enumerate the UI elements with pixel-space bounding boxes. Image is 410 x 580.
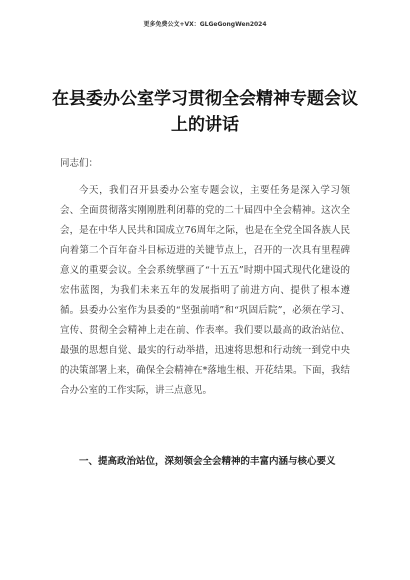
document-title xyxy=(40,86,370,138)
header-watermark: 更多免费公文+VX：GLGeGongWen2024 xyxy=(143,21,267,28)
title-line-2: 上的讲话 xyxy=(171,115,239,135)
body-paragraph: 今天，我们召开县委办公室专题会议，主要任务是深入学习领会、全面贯彻落实刚刚胜利闭幕的党的二十届四中全会精神。这次全会，是在中华人民共和国成立76周年之际，也是在全党全国各族人民向着第二个百年奋斗目标迈进的关键节点上，召开的一次具有里程碑意义的重要会议。全会系统擘画了“十五五”时期中国式现代化建设的宏伟蓝图，为我们未来五年的发展指明了前进方向、提供了根本遵循。县委办公室作为县委的“坚强前哨”和“巩固后院”，必须在学习、宣传、贯彻全会精神上走在前、作表率。我们要以最高的政治站位、最强的思想自觉、最实的行动举措，迅速将思想和行动统一到党中央的决策部署上来，确保全会精神在*落地生根、开花结果。下面，我结合办公室的工作实际，讲三点意见。 xyxy=(60,185,350,396)
section-heading: 一、提高政治站位，深刻领会全会精神的丰富内涵与核心要义 xyxy=(79,456,336,467)
salutation: 同志们： xyxy=(60,158,99,169)
title-line-1: 在县委办公室学习贯彻全会精神专题会议 xyxy=(52,89,358,109)
